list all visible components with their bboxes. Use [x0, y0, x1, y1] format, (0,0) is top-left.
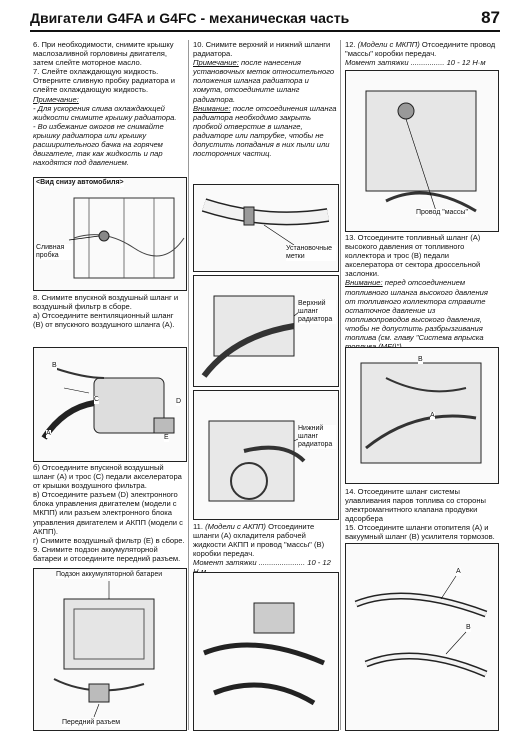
heater-hoses-drawing	[346, 544, 498, 730]
column-2-step-11	[193, 522, 337, 577]
warning-title: Внимание:	[345, 278, 383, 288]
warning-title: Внимание:	[193, 103, 231, 113]
step-8g: г) Снимите воздушный фильтр (Е) в сборе.	[33, 535, 185, 545]
step-11-models: (Модели с АКПП)	[205, 522, 266, 531]
figure-caption: <Вид снизу автомобиля>	[36, 179, 124, 186]
step-10: 10. Снимите верхний и нижний шланги радиатора.	[193, 40, 331, 59]
figure-cooler-hoses	[193, 572, 339, 731]
step-12-models: (Модели с МКПП)	[357, 40, 420, 49]
step-11-text: Отсоедините шланги (А) охладителя рабочей жидкости АКПП и провод "массы" (В) коробки передач.	[193, 522, 325, 559]
step-6: 6. При необходимости, снимите крышку маслозаливной горловины двигателя, затем слейте моторное масло.	[33, 40, 174, 68]
letter-a: A	[430, 412, 435, 419]
battery-tray-label: Подзон аккумуляторной батареи	[56, 571, 163, 578]
upper-hose-label: Верхний шланг радиатора	[298, 300, 336, 324]
step-12-num: 12.	[345, 40, 358, 49]
figure-upper-hose	[193, 275, 339, 387]
column-divider	[188, 40, 189, 730]
figure-heater-hoses	[345, 543, 499, 731]
torque-spec: Момент затяжки ...................... 10 - 12	[193, 558, 331, 568]
column-divider	[340, 40, 341, 730]
figure-lower-hose	[193, 390, 339, 520]
step-8: 8. Снимите впускной воздушный шланг и воздушный фильтр в сборе.	[33, 293, 179, 312]
letter-d: D	[176, 398, 182, 405]
warning-text: после отсоединения шланга радиатора необходимо закрыть пробкой отверстие в шланге, радиаторе или патрубке, чтобы не допустить попадания в них пыли или посторонних частиц.	[193, 103, 337, 159]
step-8v: в) Отсоедините разъем (D) электронного блока управления двигателем (модели с МКПП) или разъем электронного блока управления двигателем и АКПП (модели с АКПП).	[33, 490, 183, 536]
step-8a: а) Отсоедините вентиляционный шланг (В) от впускного воздушного шланга (А).	[33, 311, 175, 330]
column-2	[193, 40, 337, 158]
step-15: 15. Отсоедините шланги отопителя (А) и вакуумный шланг (В) усилителя тормозов.	[345, 523, 495, 542]
warning-text: перед отсоединением топливного шланга высокого давления от топливного коллектора стравите остаточное давление из топливопроводов высокого давления, чтобы не допустить разбрызгивания топлива (см. главу "Система впрыска	[345, 278, 488, 343]
step-9: 9. Снимите подзон аккумуляторной батареи и отсоедините передний разъем.	[33, 544, 181, 563]
column-3-steps	[345, 487, 497, 542]
step-7: 7. Слейте охлаждающую жидкость.	[33, 67, 159, 77]
note-title: Примечание:	[193, 58, 239, 68]
note-text: после нанесения установочных меток относительного положения шланга радиатора и хомута, отсоедините шланг радиатора.	[193, 58, 335, 104]
letter-b: B	[466, 624, 471, 631]
note-2: - Во избежание ожогов не снимайте крышку радиатора или крышку расширительного бачка на горячем двигателе, так как жидкость и пар находятся под давлением.	[33, 121, 164, 168]
cooler-hoses-drawing	[194, 573, 338, 730]
column-3	[345, 40, 497, 67]
letter-b: B	[418, 356, 423, 363]
upper-hose-drawing	[194, 276, 338, 386]
figure-marks	[193, 184, 339, 272]
column-1	[33, 40, 185, 167]
figure-fuel-hose	[345, 347, 499, 484]
column-1-step-8	[33, 293, 185, 329]
step-7-detail: Отверните сливную пробку радиатора и слейте охлаждающую жидкость.	[33, 76, 176, 95]
page-number: 87	[481, 8, 500, 27]
page-title: Двигатели G4FA и G4FC - механическая часть	[30, 10, 350, 26]
step-12-text: Отсоедините провод "массы" коробки передач.	[345, 40, 496, 59]
front-connector-label: Передний разъем	[62, 719, 121, 726]
battery-drawing	[34, 569, 186, 730]
torque-spec: Момент затяжки ................ 10 - 12 Н·м	[345, 58, 486, 68]
drain-plug-drawing	[34, 178, 186, 290]
figure-air-filter	[33, 347, 187, 462]
figure-battery	[33, 568, 187, 731]
letter-a: A	[46, 430, 51, 437]
letter-c: C	[94, 396, 100, 403]
ground-wire-label: Провод "массы"	[416, 209, 468, 216]
figure-ground-wire	[345, 70, 499, 232]
step-11-num: 11.	[193, 522, 206, 531]
step-14: 14. Отсоедините шланг системы улавливания паров топлива со стороны электромагнитного клапана продувки адсорбера	[345, 487, 486, 524]
lower-hose-drawing	[194, 391, 338, 519]
fuel-hose-drawing	[346, 348, 498, 483]
page-header	[30, 8, 500, 32]
ground-wire-drawing	[346, 71, 498, 231]
note-1: - Для ускорения слива охлаждающей жидкости снимите крышку радиатора.	[33, 103, 177, 122]
letter-e: E	[164, 434, 169, 441]
note-title: Примечание:	[33, 94, 79, 104]
step-8b: б) Отсоедините впускной воздушный шланг (А) и трос (С) педали акселератора от крышки воздушного фильтра.	[33, 463, 182, 491]
letter-b: B	[52, 362, 57, 369]
column-1-steps	[33, 463, 185, 563]
lower-hose-label: Нижний шланг радиатора	[298, 425, 336, 449]
marks-label: Установочные метки	[286, 245, 336, 261]
step-13: 13. Отсоедините топливный шланг (А) высокого давления от топливного коллектора и трос (В) педали акселератора от сектора дроссельной заслонки.	[345, 233, 481, 279]
letter-a: A	[456, 568, 461, 575]
drain-plug-label: Сливная пробка	[36, 244, 72, 260]
figure-drain-plug	[33, 177, 187, 291]
column-3-step-13	[345, 233, 497, 351]
